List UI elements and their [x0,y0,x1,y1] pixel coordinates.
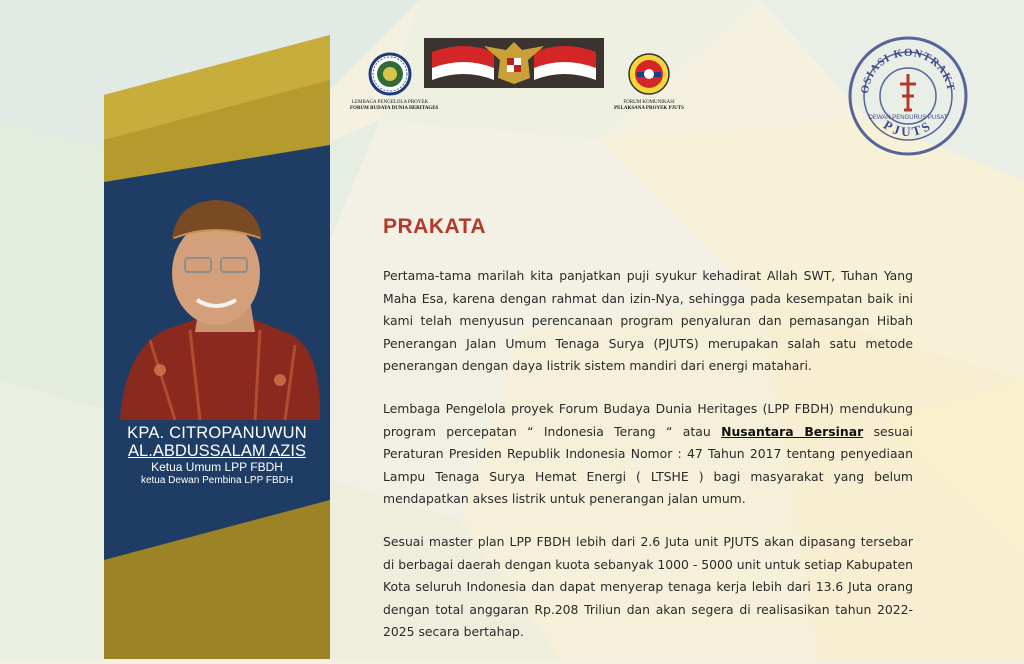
profile-role-line2: ketua Dewan Pembina LPP FBDH [140,475,294,486]
profile-banner [0,0,340,659]
forum-caption-line2: PELAKSANA PROYEK PJUTS [614,106,684,111]
profile-name-line2: AL.ABDUSSALAM AZIS [128,442,306,460]
paragraph-2-text-b: sesuai Peraturan Presiden Republik Indonesia Nomor : 47 Tahun 2017 tentang penyediaan Lampu Tenaga Surya Hemat Energi ( LTSHE ) bagi masyarakat yang belum mendapatkan akses listrik untuk penerangan jalan umum. [383,423,913,507]
nusantara-bersinar-link[interactable]: Nusantara Bersinar [721,423,864,439]
stamp-bottom-text: PJUTS [880,117,936,140]
stamp-top-text: OSIASI KONTRAKT [858,46,957,95]
profile-role-line1: Ketua Umum LPP FBDH [151,460,283,474]
page-title: PRAKATA [383,215,487,238]
asosiasi-kontraktor-stamp [846,34,970,158]
lpp-caption-line2: FORUM BUDAYA DUNIA HERITAGES [350,106,439,111]
paragraph-3: Sesuai master plan LPP FBDH lebih dari 2.6 Juta unit PJUTS akan dipasang tersebar di berbagai daerah dengan kuota sebanyak 1000 - 5000 unit untuk setiap Kabupaten Kota seluruh Indonesia dan dapat menyerap tenaga kerja lebih dari 13.6 Juta orang dengan total anggaran Rp.208 Triliun dan akan segera di realisasikan tahun 2022-2025 secara bertahap. [383,533,913,640]
paragraph-2-text-a: Lembaga Pengelola proyek Forum Budaya Dunia Heritages (LPP FBDH) mendukung program percepatan “ Indonesia Terang “ atau [383,400,913,439]
document-body [383,215,913,664]
stamp-middle-text: DEWAN PENGURUS PUSAT [868,115,948,121]
lpp-caption-line1: LEMBAGA PENGELOLA PROYEK [351,100,429,105]
lpp-fbdh-emblem-icon [368,52,412,96]
forum-caption-line1: FORUM KOMUNIKASI [623,100,675,105]
garuda-flag-emblem [424,38,604,88]
paragraph-2 [383,398,913,511]
forum-komunikasi-logo [612,52,686,112]
profile-name-line1: KPA. CITROPANUWUN [127,424,307,442]
lpp-fbdh-logo [350,52,439,112]
forum-komunikasi-emblem-icon [627,52,671,96]
paragraph-1: Pertama-tama marilah kita panjatkan puji syukur kehadirat Allah SWT, Tuhan Yang Maha Esa, karena dengan rahmat dan izin-Nya, sehingga pada kesempatan baik ini kami telah menyusun perencanaan program penyaluran dan pemasangan Hibah Penerangan Jalan Umum Tenaga Surya (PJUTS) merupakan salah satu metode penerangan dengan daya listrik sistem mandiri dari energi matahari. [383,268,913,374]
